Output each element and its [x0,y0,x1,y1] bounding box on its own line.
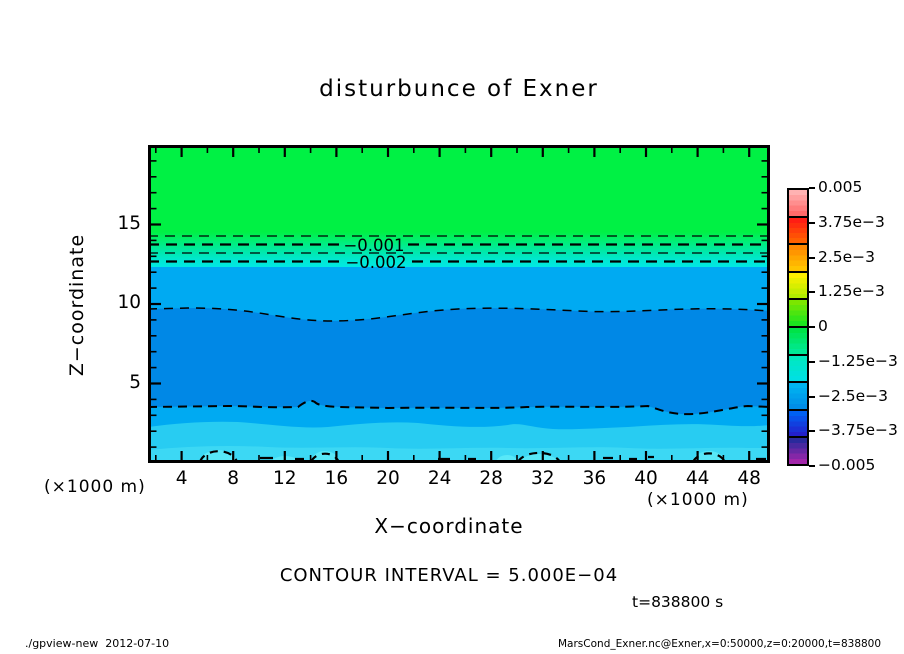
colorbar-label-7: −3.75e−3 [818,421,898,440]
colorbar-label-3: 1.25e−3 [818,282,885,301]
x-tick-label-4: 4 [175,468,188,489]
colorbar-label-0: 0.005 [818,178,863,196]
x-tick-label-40: 40 [634,468,658,489]
x-tick-label-28: 28 [479,468,503,489]
colorbar-box-0 [787,188,809,218]
colorbar-box-7 [787,381,809,411]
y-axis-label: Z−coordinate [66,233,88,377]
x-tick-label-48: 48 [737,468,761,489]
x-axis-label: X−coordinate [374,514,524,538]
colorbar-tick [809,361,815,363]
band-green [148,145,770,235]
colorbar-box-2 [787,243,809,273]
footer-program-stamp: ./gpview-new 2012-07-10 [25,637,170,650]
colorbar [787,188,809,466]
chart-title: disturbunce of Exner [319,76,599,102]
contour-label-1: −0.001 [343,236,405,255]
colorbar-box-9 [787,436,809,466]
colorbar-label-8: −0.005 [818,456,876,474]
colorbar-box-6 [787,354,809,384]
colorbar-tick [809,465,815,467]
colorbar-tick [809,326,815,328]
colorbar-tick [809,396,815,398]
colorbar-box-5 [787,326,809,356]
z-tick-label-5: 5 [129,371,141,393]
contour-label-2: −0.002 [345,253,407,272]
colorbar-tick [809,257,815,259]
z-tick-label-10: 10 [117,292,141,313]
x-tick-label-12: 12 [273,468,297,489]
colorbar-box-8 [787,409,809,439]
y-axis-unit: (×1000 m) [44,477,146,497]
colorbar-label-5: −1.25e−3 [818,351,898,370]
colorbar-tick [809,222,815,224]
contour-plot-area [148,145,770,463]
x-tick-label-32: 32 [531,468,555,489]
x-axis-unit: (×1000 m) [647,490,749,510]
x-tick-label-16: 16 [324,468,349,489]
colorbar-tick [809,430,815,432]
time-annotation: t=838800 s [632,593,724,611]
contour-interval-text: CONTOUR INTERVAL = 5.000E−04 [279,565,619,586]
x-tick-label-24: 24 [427,468,452,489]
x-tick-label-44: 44 [685,468,710,489]
x-tick-label-20: 20 [376,468,400,489]
footer-data-source-stamp: MarsCond_Exner.nc@Exner,x=0:50000,z=0:20000,t=838800 [558,638,882,650]
colorbar-box-4 [787,298,809,328]
band-deepblue [148,308,770,414]
colorbar-label-4: 0 [818,317,828,335]
x-tick-label-8: 8 [227,468,240,489]
colorbar-tick [809,187,815,189]
x-tick-label-36: 36 [582,468,607,489]
colorbar-label-6: −2.5e−3 [818,386,889,405]
z-tick-label-15: 15 [117,212,141,234]
colorbar-label-1: 3.75e−3 [818,212,885,231]
colorbar-box-3 [787,271,809,301]
colorbar-box-1 [787,216,809,246]
colorbar-label-2: 2.5e−3 [818,247,876,266]
colorbar-tick [809,291,815,293]
